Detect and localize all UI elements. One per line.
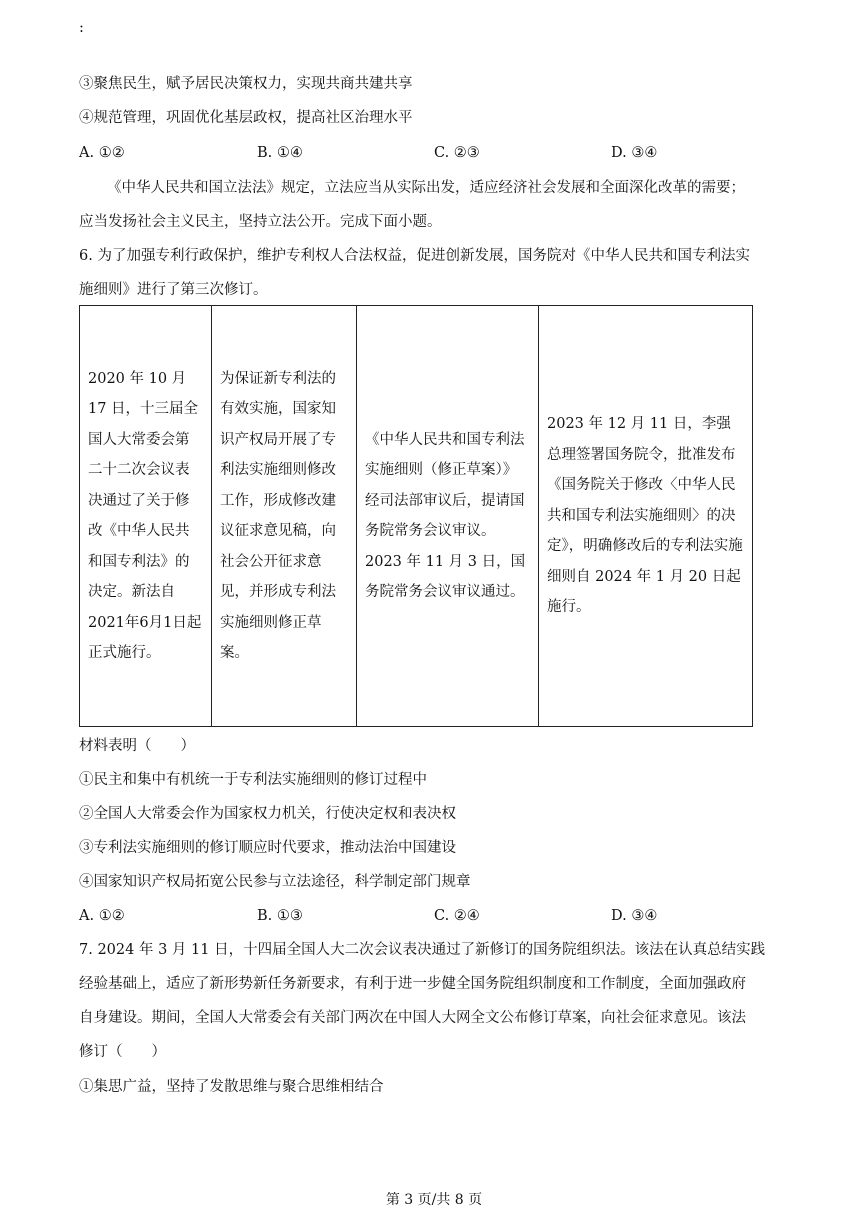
q7-stem-line-4: 修订（ ） bbox=[79, 1044, 166, 1060]
material-line-1: 《中华人民共和国立法法》规定，立法应当从实际出发，适应经济社会发展和全面深化改革的需要； bbox=[107, 180, 745, 196]
q5-item-3: ③聚焦民生，赋予居民决策权力，实现共商共建共享 bbox=[79, 76, 413, 92]
page-footer: 第 3 页/共 8 页 bbox=[385, 1192, 483, 1208]
q6-option-d: D. ③④ bbox=[611, 908, 658, 924]
q6-timeline-table bbox=[79, 305, 753, 727]
q7-stem-line-2: 经验基础上，适应了新形势新任务新要求，有利于进一步健全国务院组织制度和工作制度，全面加强政府 bbox=[79, 976, 746, 992]
q6-option-a: A. ①② bbox=[79, 908, 125, 924]
q5-option-b: B. ①④ bbox=[257, 145, 303, 161]
table-row bbox=[80, 306, 753, 727]
q6-option-c: C. ②④ bbox=[434, 908, 480, 924]
top-mark: : bbox=[79, 20, 84, 36]
q7-stem-line-3: 自身建设。期间，全国人大常委会有关部门两次在中国人大网全文公布修订草案，向社会征求意见。该法 bbox=[79, 1010, 746, 1026]
q7-stem-line-1: 7. 2024 年 3 月 11 日，十四届全国人大二次会议表决通过了新修订的国务院组织法。该法在认真总结实践 bbox=[79, 942, 766, 958]
q6-item-4: ④国家知识产权局拓宽公民参与立法途径，科学制定部门规章 bbox=[79, 874, 471, 890]
table-cell-1: 2020 年 10 月 17 日，十三届全国人大常委会第二十二次会议表决通过了关于修改《中华人民共和国专利法》的决定。新法自2021年6月1日起正式施行。 bbox=[80, 306, 212, 727]
table-cell-3: 《中华人民共和国专利法实施细则（修正草案）》经司法部审议后，提请国务院常务会议审议。2023 年 11 月 3 日，国务院常务会议审议通过。 bbox=[357, 306, 539, 727]
q6-stem-line-2: 施细则》进行了第三次修订。 bbox=[79, 282, 268, 298]
q6-item-2: ②全国人大常委会作为国家权力机关，行使决定权和表决权 bbox=[79, 806, 456, 822]
table-cell-2: 为保证新专利法的有效实施，国家知识产权局开展了专利法实施细则修改工作，形成修改建议征求意见稿，向社会公开征求意见，并形成专利法实施细则修正草案。 bbox=[212, 306, 357, 727]
q5-item-4: ④规范管理，巩固优化基层政权，提高社区治理水平 bbox=[79, 110, 413, 126]
q6-item-1: ①民主和集中有机统一于专利法实施细则的修订过程中 bbox=[79, 772, 427, 788]
q5-option-a: A. ①② bbox=[79, 145, 125, 161]
q6-stem-line-1: 6. 为了加强专利行政保护，维护专利权人合法权益，促进创新发展，国务院对《中华人民共和国专利法实 bbox=[79, 248, 750, 264]
table-cell-4: 2023 年 12 月 11 日，李强总理签署国务院令，批准发布《国务院关于修改〈中华人民共和国专利法实施细则〉的决定》，明确修改后的专利法实施细则自 2024 年 1 月 20 日起施行。 bbox=[539, 306, 753, 727]
q6-item-3: ③专利法实施细则的修订顺应时代要求，推动法治中国建设 bbox=[79, 840, 456, 856]
q6-prompt: 材料表明（ ） bbox=[79, 738, 195, 754]
q7-item-1: ①集思广益，坚持了发散思维与聚合思维相结合 bbox=[79, 1079, 384, 1095]
q6-option-b: B. ①③ bbox=[257, 908, 303, 924]
q5-option-d: D. ③④ bbox=[611, 145, 658, 161]
material-line-2: 应当发扬社会主义民主，坚持立法公开。完成下面小题。 bbox=[79, 214, 442, 230]
q5-option-c: C. ②③ bbox=[434, 145, 480, 161]
